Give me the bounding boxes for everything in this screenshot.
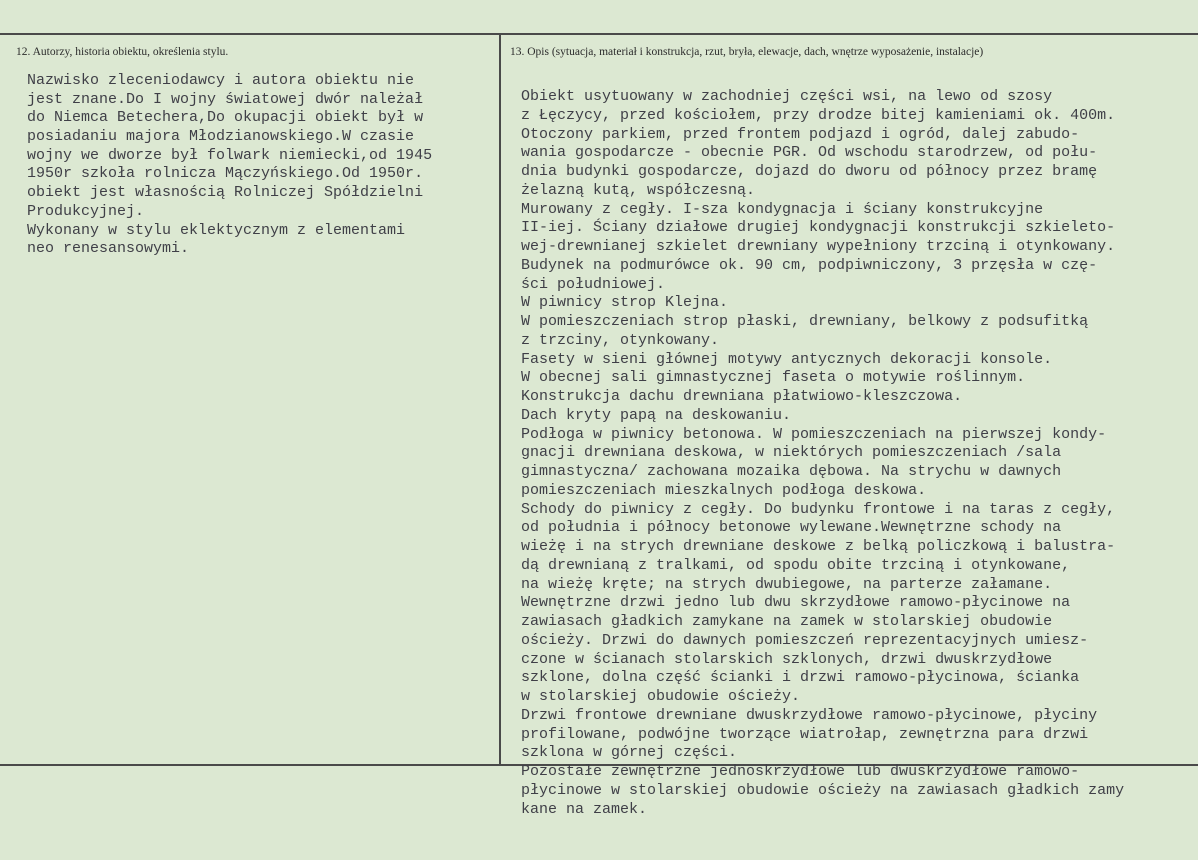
text-line: szklona w górnej części. [521, 744, 738, 762]
text-line: Pozostałe zewnętrzne jednoskrzydłowe lub dwuskrzydłowe ramowo- [521, 763, 1080, 780]
text-line: Schody do piwnicy z cegły. Do budynku frontowe i na taras z cegły, [521, 500, 1116, 518]
text-line: gimnastyczna/ zachowana mozaika dębowa. Na strychu w dawnych [521, 463, 1062, 480]
text-line: Obiekt usytuowany w zachodniej części wsi, na lewo od szosy [521, 88, 1053, 105]
text-line: szklone, dolna część ścianki i drzwi ramowo-płycinowa, ścianka [521, 669, 1080, 687]
text-line: Budynek na podmurówce ok. 90 cm, podpiwniczony, 3 przęsła w czę- [521, 256, 1098, 274]
text-line: Podłoga w piwnicy betonowa. W pomieszczeniach na pierwszej kondy- [521, 425, 1107, 443]
description-text [521, 88, 1193, 819]
text-line: płycinowe w stolarskiej obudowie ościeży na zawiasach gładkich zamy [521, 781, 1125, 799]
text-line: jest znane.Do I wojny światowej dwór należał [27, 90, 424, 108]
text-line: Dach kryty papą na deskowaniu. [521, 406, 792, 424]
text-line: żelazną kutą, współczesną. [521, 181, 756, 199]
text-line: W piwnicy strop Klejna. [521, 294, 729, 312]
text-line: z Łęczycy, przed kościołem, przy drodze bitej kamieniami ok. 400m. [521, 106, 1116, 124]
text-line: z trzciny, otynkowany. [521, 331, 720, 349]
text-line: Murowany z cegły. I-sza kondygnacja i ściany konstrukcyjne [521, 200, 1044, 218]
text-line: posiadaniu majora Młodzianowskiego.W czasie [27, 128, 415, 146]
text-line: wieżę i na strych drewniane deskowe z belką policzkową i balustra- [521, 538, 1116, 555]
text-line: W pomieszczeniach strop płaski, drewniany, belkowy z podsufitką [521, 313, 1089, 330]
text-line: dnia budynki gospodarcze, dojazd do dworu od północy przez bramę [521, 163, 1098, 180]
text-line: Konstrukcja dachu drewniana płatwiowo-kleszczowa. [521, 388, 963, 405]
text-line: od południa i północy betonowe wylewane.Wewnętrzne schody na [521, 519, 1062, 537]
text-line: wej-drewnianej szkielet drewniany wypełniony trzciną i otynkowany. [521, 238, 1116, 255]
text-line: profilowane, podwójne tworzące wiatrołap, zewnętrzna para drzwi [521, 725, 1089, 743]
text-line: pomieszczeniach mieszkalnych podłoga deskowa. [521, 481, 927, 499]
text-line: na wieżę kręte; na strych dwubiegowe, na parterze załamane. [521, 575, 1053, 593]
text-line: w stolarskiej obudowie ościeży. [521, 688, 801, 705]
text-line: Nazwisko zleceniodawcy i autora obiektu nie [27, 72, 415, 89]
text-line: do Niemca Betechera,Do okupacji obiekt był w [27, 109, 424, 127]
text-line: wania gospodarcze - obecnie PGR. Od wschodu starodrzew, od połu- [521, 144, 1098, 162]
header-left: 12. Autorzy, historia obiektu, określenia stylu. [16, 46, 229, 58]
text-line: Produkcyjnej. [27, 202, 145, 220]
text-line: neo renesansowymi. [27, 240, 190, 258]
text-line: wojny we dworze był folwark niemiecki,od 1945 [27, 146, 433, 164]
text-line: W obecnej sali gimnastycznej faseta o motywie roślinnym. [521, 369, 1026, 387]
text-line: kane na zamek. [521, 800, 648, 818]
column-divider [499, 33, 501, 764]
text-line: zawiasach gładkich zamykane na zamek w stolarskiej obudowie [521, 613, 1053, 630]
authors-history-text [27, 72, 497, 259]
text-line: dą drewnianą z tralkami, od spodu obite trzciną i otynkowane, [521, 556, 1071, 574]
text-line: Wewnętrzne drzwi jedno lub dwu skrzydłowe ramowo-płycinowe na [521, 594, 1071, 612]
text-line: Otoczony parkiem, przed frontem podjazd i ogród, dalej zabudo- [521, 125, 1080, 143]
text-line: czone w ścianach stolarskich szklonych, drzwi dwuskrzydłowe [521, 650, 1053, 668]
text-line: ści południowej. [521, 275, 666, 293]
text-line: 1950r szkoła rolnicza Mączyńskiego.Od 1950r. [27, 165, 424, 183]
text-line: Wykonany w stylu eklektycznym z elementami [27, 221, 406, 239]
text-line: gnacji drewniana deskowa, w niektórych pomieszczeniach /sala [521, 444, 1062, 462]
text-line: obiekt jest własnością Rolniczej Spółdzielni [27, 184, 424, 202]
text-line: Fasety w sieni głównej motywy antycznych dekoracji konsole. [521, 350, 1053, 368]
text-line: II-iej. Ściany działowe drugiej kondygnacji konstrukcji szkieleto- [521, 219, 1116, 237]
text-line: Drzwi frontowe drewniane dwuskrzydłowe ramowo-płycinowe, płyciny [521, 706, 1098, 724]
text-line: ościeży. Drzwi do dawnych pomieszczeń reprezentacyjnych umiesz- [521, 631, 1089, 649]
top-rule [0, 33, 1198, 35]
header-right: 13. Opis (sytuacja, materiał i konstrukcja, rzut, bryła, elewacje, dach, wnętrze wyposażenie, instalacje) [510, 46, 984, 58]
